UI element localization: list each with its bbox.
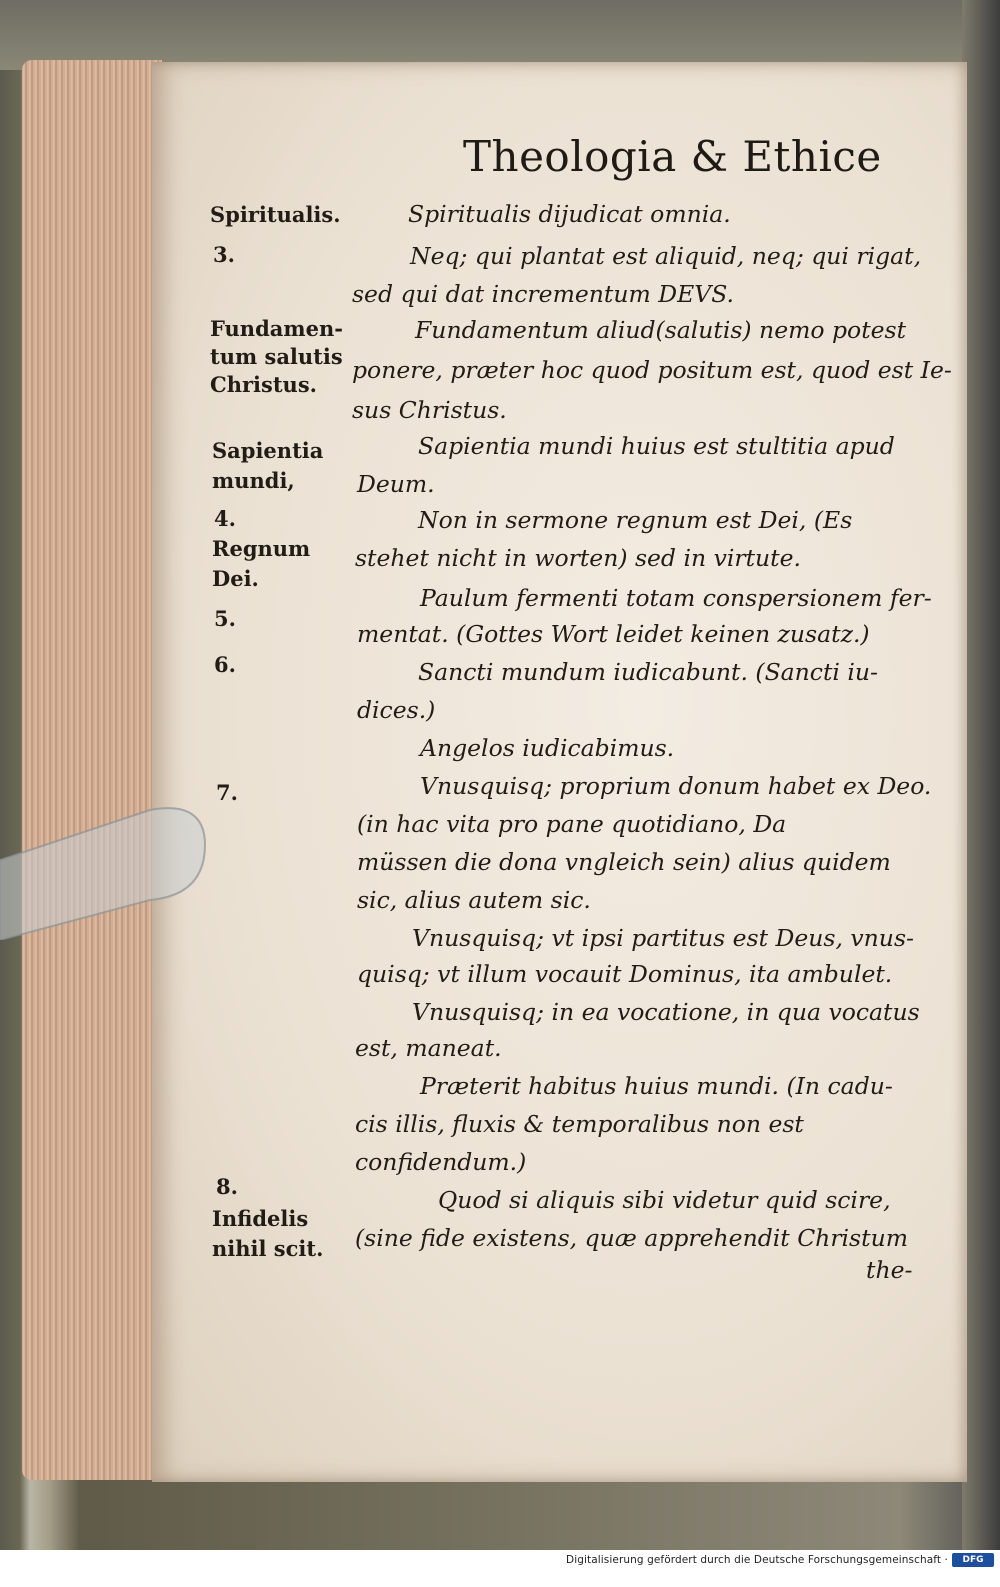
text-line: Paulum fermenti totam conspersionem fer- [420, 584, 932, 612]
footer-credit: Digitalisierung gefördert durch die Deutsche Forschungsgemeinschaft · [566, 1554, 948, 1566]
text-line: Vnusquisq; proprium donum habet ex Deo. [420, 772, 932, 800]
page-header: Theologia & Ethice [463, 132, 882, 181]
text-line: Fundamentum aliud(salutis) nemo potest [415, 316, 907, 344]
text-line: dices.) [357, 696, 436, 724]
margin-note: Sapientia [212, 438, 324, 463]
text-line: cis illis, fluxis & temporalibus non est [355, 1110, 804, 1138]
text-line: est, maneat. [355, 1034, 502, 1062]
margin-note: tum salutis [210, 344, 343, 369]
margin-note: 4. [214, 506, 236, 531]
margin-note: Christus. [210, 372, 317, 397]
dfg-logo: DFG [952, 1553, 994, 1567]
text-line: confidendum.) [355, 1148, 527, 1176]
text-line: sic, alius autem sic. [357, 886, 591, 914]
margin-note: 3. [213, 242, 235, 267]
margin-note: 5. [214, 606, 236, 631]
margin-note: Dei. [212, 566, 259, 591]
page-edges [22, 60, 162, 1480]
margin-note: 7. [216, 780, 238, 805]
text-line: Angelos iudicabimus. [420, 734, 675, 762]
text-line: the- [866, 1256, 913, 1284]
text-line: Vnusquisq; vt ipsi partitus est Deus, vnus- [412, 924, 914, 952]
text-line: Spiritualis dijudicat omnia. [408, 200, 731, 228]
margin-note: 6. [214, 652, 236, 677]
text-line: stehet nicht in worten) sed in virtute. [355, 544, 801, 572]
margin-note: nihil scit. [212, 1236, 324, 1261]
margin-note: Regnum [212, 536, 311, 561]
text-line: quisq; vt illum vocauit Dominus, ita ambulet. [357, 960, 893, 988]
page-clip [0, 800, 210, 940]
text-line: müssen die dona vngleich sein) alius quidem [357, 848, 891, 876]
text-line: Deum. [357, 470, 435, 498]
margin-note: Spiritualis. [210, 202, 341, 227]
text-line: Quod si aliquis sibi videtur quid scire, [438, 1186, 891, 1214]
margin-note: Fundamen- [210, 316, 343, 341]
text-line: Non in sermone regnum est Dei, (Es [418, 506, 853, 534]
cover-right-edge [962, 0, 1000, 1550]
text-line: Præterit habitus huius mundi. (In cadu- [420, 1072, 893, 1100]
margin-note: 8. [216, 1174, 238, 1199]
text-line: ponere, præter hoc quod positum est, quod est Ie- [352, 356, 952, 384]
margin-note: mundi, [212, 468, 295, 493]
text-line: Sancti mundum iudicabunt. (Sancti iu- [418, 658, 878, 686]
text-line: mentat. (Gottes Wort leidet keinen zusatz.) [357, 620, 870, 648]
text-line: Neq; qui plantat est aliquid, neq; qui rigat, [410, 242, 922, 270]
text-line: sed qui dat incrementum DEVS. [352, 280, 734, 308]
text-line: Sapientia mundi huius est stultitia apud [418, 432, 895, 460]
text-line: (in hac vita pro pane quotidiano, Da [357, 810, 787, 838]
margin-note: Infidelis [212, 1206, 309, 1231]
text-line: (sine fide existens, quæ apprehendit Christum [355, 1224, 908, 1252]
text-line: Vnusquisq; in ea vocatione, in qua vocatus [412, 998, 920, 1026]
text-line: sus Christus. [352, 396, 507, 424]
